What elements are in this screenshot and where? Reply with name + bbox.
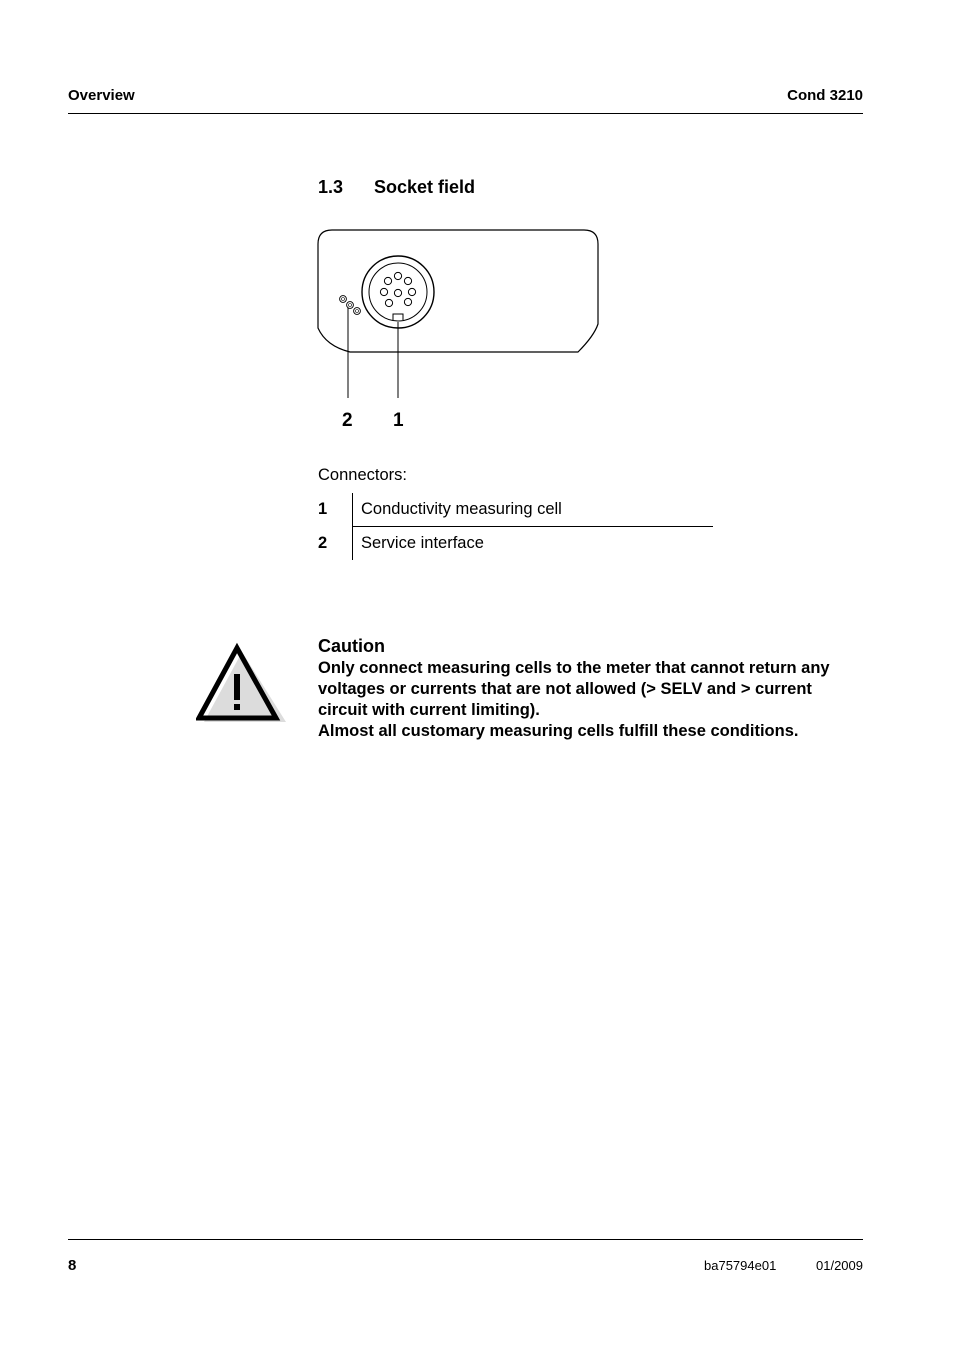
- header-section-label: Overview: [68, 87, 135, 104]
- section-number: 1.3: [318, 177, 344, 197]
- caution-line: Only connect measuring cells to the meter that cannot return any: [318, 659, 830, 677]
- housing-outline: [318, 230, 598, 352]
- page-number: 8: [68, 1257, 77, 1274]
- socket-field-diagram: [316, 226, 606, 406]
- connector-number: 1: [318, 500, 328, 519]
- document-date: 01/2009: [816, 1258, 863, 1273]
- conductivity-socket-icon: [362, 256, 434, 328]
- caution-title: Caution: [318, 636, 385, 656]
- callout-1: 1: [393, 410, 404, 431]
- service-interface-icon: [340, 296, 361, 315]
- connectors-intro: Connectors:: [318, 466, 407, 484]
- connector-label: Service interface: [353, 527, 714, 561]
- connectors-table: [318, 493, 713, 560]
- table-row: [318, 527, 713, 561]
- caution-line: circuit with current limiting).: [318, 701, 540, 719]
- caution-line: Almost all customary measuring cells fulfill these conditions.: [318, 722, 799, 740]
- table-row: [318, 493, 713, 527]
- warning-triangle-icon: [196, 642, 288, 724]
- document-id: ba75794e01: [704, 1258, 777, 1273]
- caution-line: voltages or currents that are not allowed (> SELV and > current: [318, 680, 812, 698]
- connector-number: 2: [318, 533, 328, 552]
- header-rule: [68, 113, 863, 114]
- caution-text: [318, 658, 863, 742]
- header-product-name: Cond 3210: [787, 87, 863, 104]
- section-title: Socket field: [374, 177, 476, 197]
- connector-label: Conductivity measuring cell: [353, 493, 714, 527]
- callout-2: 2: [342, 410, 353, 431]
- footer-rule: [68, 1239, 863, 1240]
